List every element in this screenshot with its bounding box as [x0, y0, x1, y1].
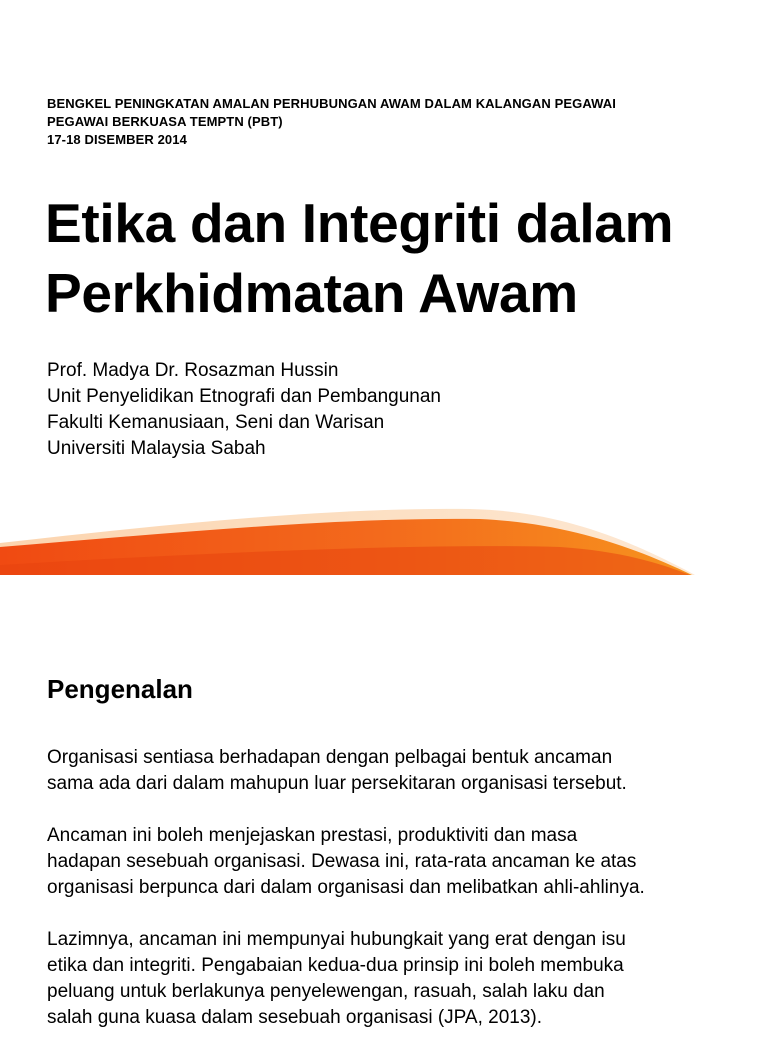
paragraph-line: salah guna kuasa dalam sesebuah organisasi (JPA, 2013).	[47, 1007, 543, 1028]
author-university: Universiti Malaysia Sabah	[47, 438, 266, 459]
title-line: Etika dan Integriti dalam	[45, 192, 674, 254]
section-title: Pengenalan	[47, 674, 193, 704]
intro-paragraphs	[47, 745, 737, 1057]
paragraph-line: Organisasi sentiasa berhadapan dengan pelbagai bentuk ancaman	[47, 747, 613, 768]
header-line: PEGAWAI BERKUASA TEMPTN (PBT)	[47, 114, 283, 129]
paragraph-line: sama ada dari dalam mahupun luar persekitaran organisasi tersebut.	[47, 773, 627, 794]
author-block	[47, 358, 441, 462]
workshop-header	[47, 95, 616, 149]
paragraph	[47, 823, 737, 901]
paragraph-line: hadapan sesebuah organisasi. Dewasa ini, rata-rata ancaman ke atas	[47, 851, 637, 872]
header-line: BENGKEL PENINGKATAN AMALAN PERHUBUNGAN AWAM DALAM KALANGAN PEGAWAI	[47, 96, 616, 111]
paragraph-line: Ancaman ini boleh menjejaskan prestasi, produktiviti dan masa	[47, 825, 578, 846]
orange-wave-decoration	[0, 495, 768, 577]
title-line: Perkhidmatan Awam	[45, 262, 578, 324]
paragraph	[47, 927, 737, 1031]
header-date: 17-18 DISEMBER 2014	[47, 132, 187, 147]
slide-title	[45, 188, 673, 328]
paragraph-line: peluang untuk berlakunya penyelewengan, rasuah, salah laku dan	[47, 981, 605, 1002]
author-name: Prof. Madya Dr. Rosazman Hussin	[47, 360, 339, 381]
intro-slide	[0, 577, 768, 1028]
author-unit: Unit Penyelidikan Etnografi dan Pembangunan	[47, 386, 441, 407]
paragraph	[47, 745, 737, 797]
paragraph-line: organisasi berpunca dari dalam organisasi dan melibatkan ahli-ahlinya.	[47, 877, 645, 898]
paragraph-line: etika dan integriti. Pengabaian kedua-dua prinsip ini boleh membuka	[47, 955, 624, 976]
paragraph-line: Lazimnya, ancaman ini mempunyai hubungkait yang erat dengan isu	[47, 929, 626, 950]
author-faculty: Fakulti Kemanusiaan, Seni dan Warisan	[47, 412, 385, 433]
